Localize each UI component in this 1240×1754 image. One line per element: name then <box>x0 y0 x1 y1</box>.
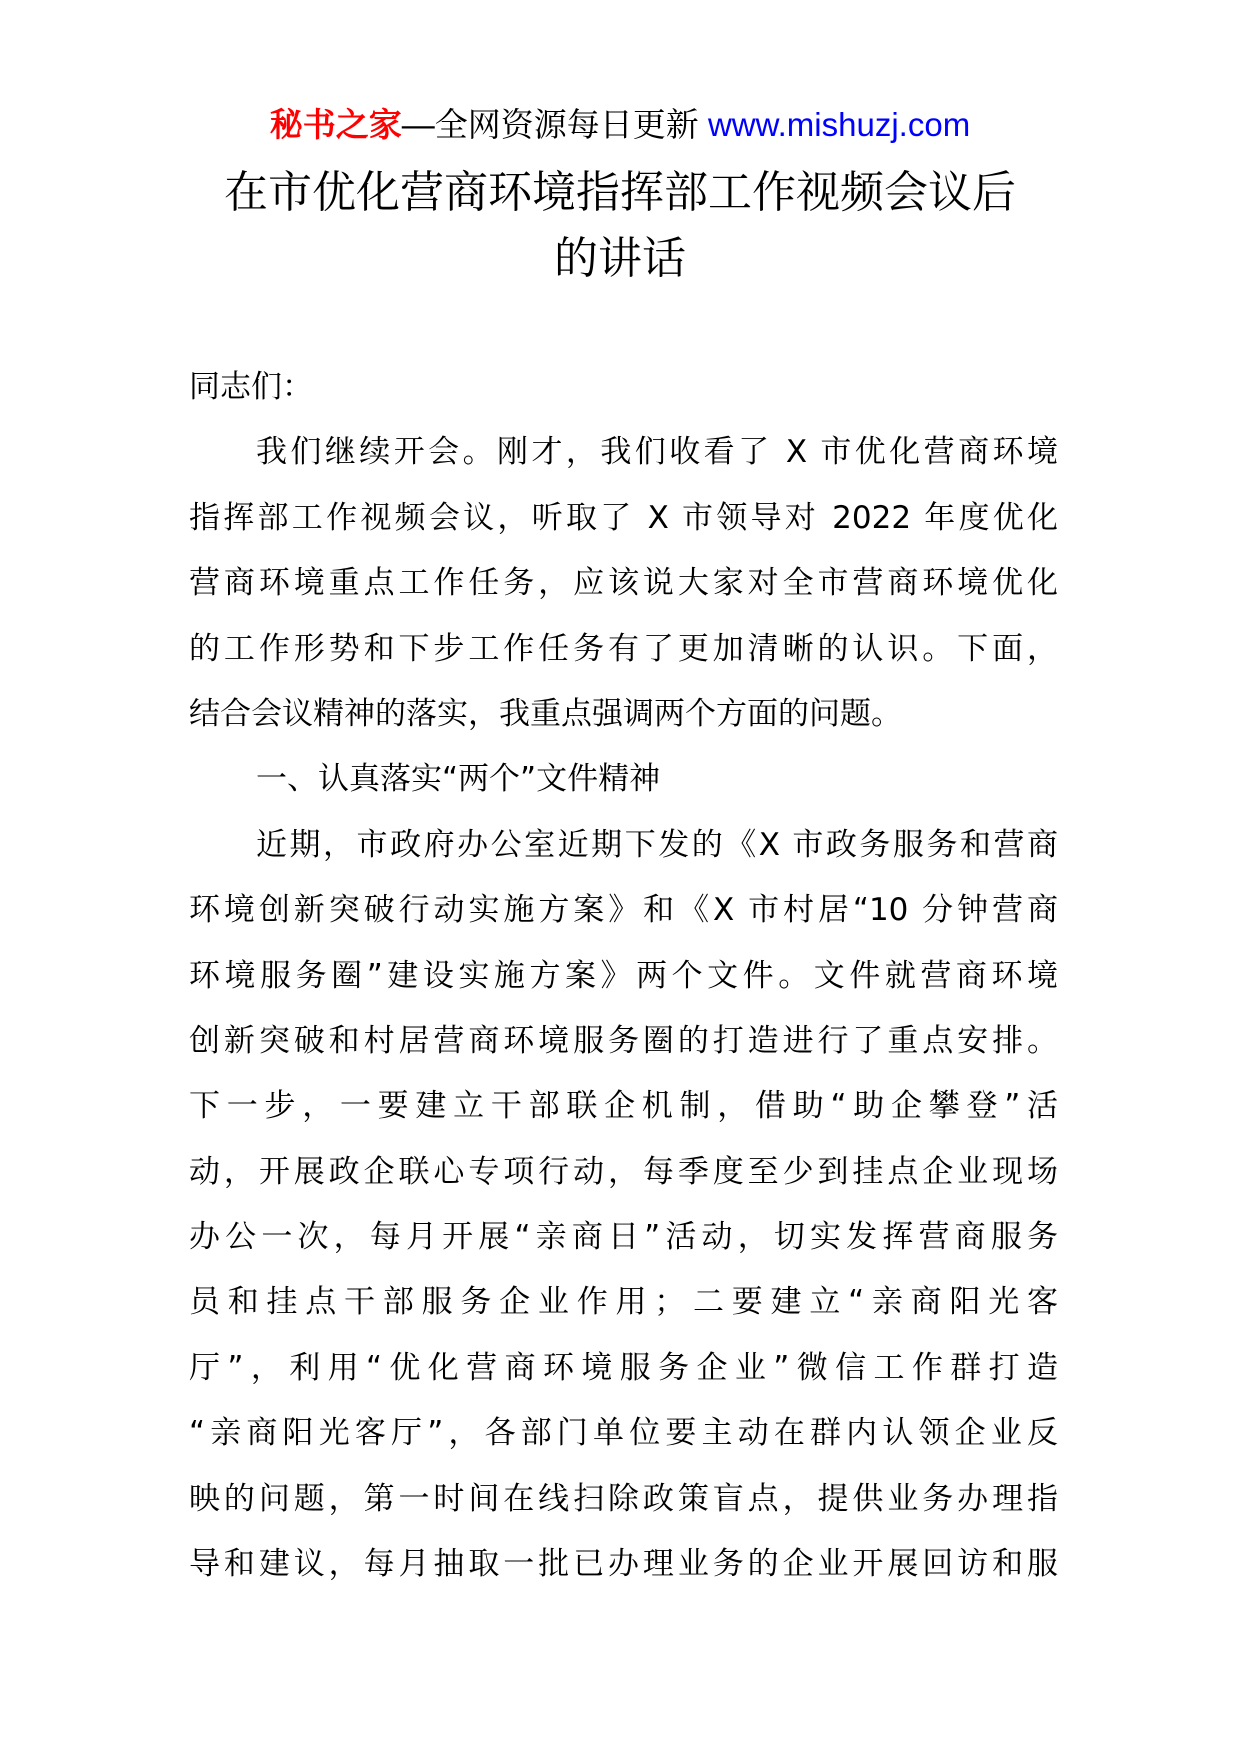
body-line: 厅”，利用“优化营商环境服务企业”微信工作群打造 <box>189 1349 1058 1386</box>
salutation: 同志们： <box>189 369 313 405</box>
body-line: 动，开展政企联心专项行动，每季度至少到挂点企业现场 <box>189 1153 1058 1190</box>
brand-name: 秘书之家 <box>269 106 402 143</box>
body-line: 环境创新突破行动实施方案》和《X 市村居“10 分钟营商 <box>189 892 1058 929</box>
body-line: 我们继续开会。刚才，我们收看了 X 市优化营商环境 <box>256 434 1058 471</box>
site-banner <box>0 100 1240 150</box>
banner-slogan: —全网资源每日更新 <box>401 106 708 143</box>
body-line: 指挥部工作视频会议，听取了 X 市领导对 2022 年度优化 <box>189 499 1058 536</box>
body-line: 的工作形势和下步工作任务有了更加清晰的认识。下面， <box>189 630 1058 667</box>
body-line: 员和挂点干部服务企业作用；二要建立“亲商阳光客 <box>189 1284 1058 1321</box>
site-url-link[interactable]: www.mishuzj.com <box>707 106 971 143</box>
body-line: 办公一次，每月开展“亲商日”活动，切实发挥营商服务 <box>189 1219 1058 1256</box>
body-line: 结合会议精神的落实，我重点强调两个方面的问题。 <box>189 695 902 732</box>
body-line: 近期，市政府办公室近期下发的《X 市政务服务和营商 <box>256 826 1058 863</box>
body-line: 映的问题，第一时间在线扫除政策盲点，提供业务办理指 <box>189 1480 1058 1517</box>
body-line: 环境服务圈”建设实施方案》两个文件。文件就营商环境 <box>189 957 1058 994</box>
body-line: 创新突破和村居营商环境服务圈的打造进行了重点安排。 <box>189 1022 1058 1059</box>
document-title <box>150 160 1090 292</box>
title-line: 在市优化营商环境指挥部工作视频会议后 <box>224 167 1016 218</box>
body-line: 下一步，一要建立干部联企机制，借助“助企攀登”活 <box>189 1088 1058 1125</box>
body-line: 营商环境重点工作任务，应该说大家对全市营商环境优化 <box>189 565 1058 602</box>
title-line: 的讲话 <box>554 233 686 284</box>
body-line: “亲商阳光客厅”，各部门单位要主动在群内认领企业反 <box>189 1415 1058 1452</box>
section-heading: 一、认真落实“两个”文件精神 <box>256 761 661 798</box>
body-line: 导和建议，每月抽取一批已办理业务的企业开展回访和服 <box>189 1546 1058 1583</box>
document-body <box>189 355 1058 1597</box>
